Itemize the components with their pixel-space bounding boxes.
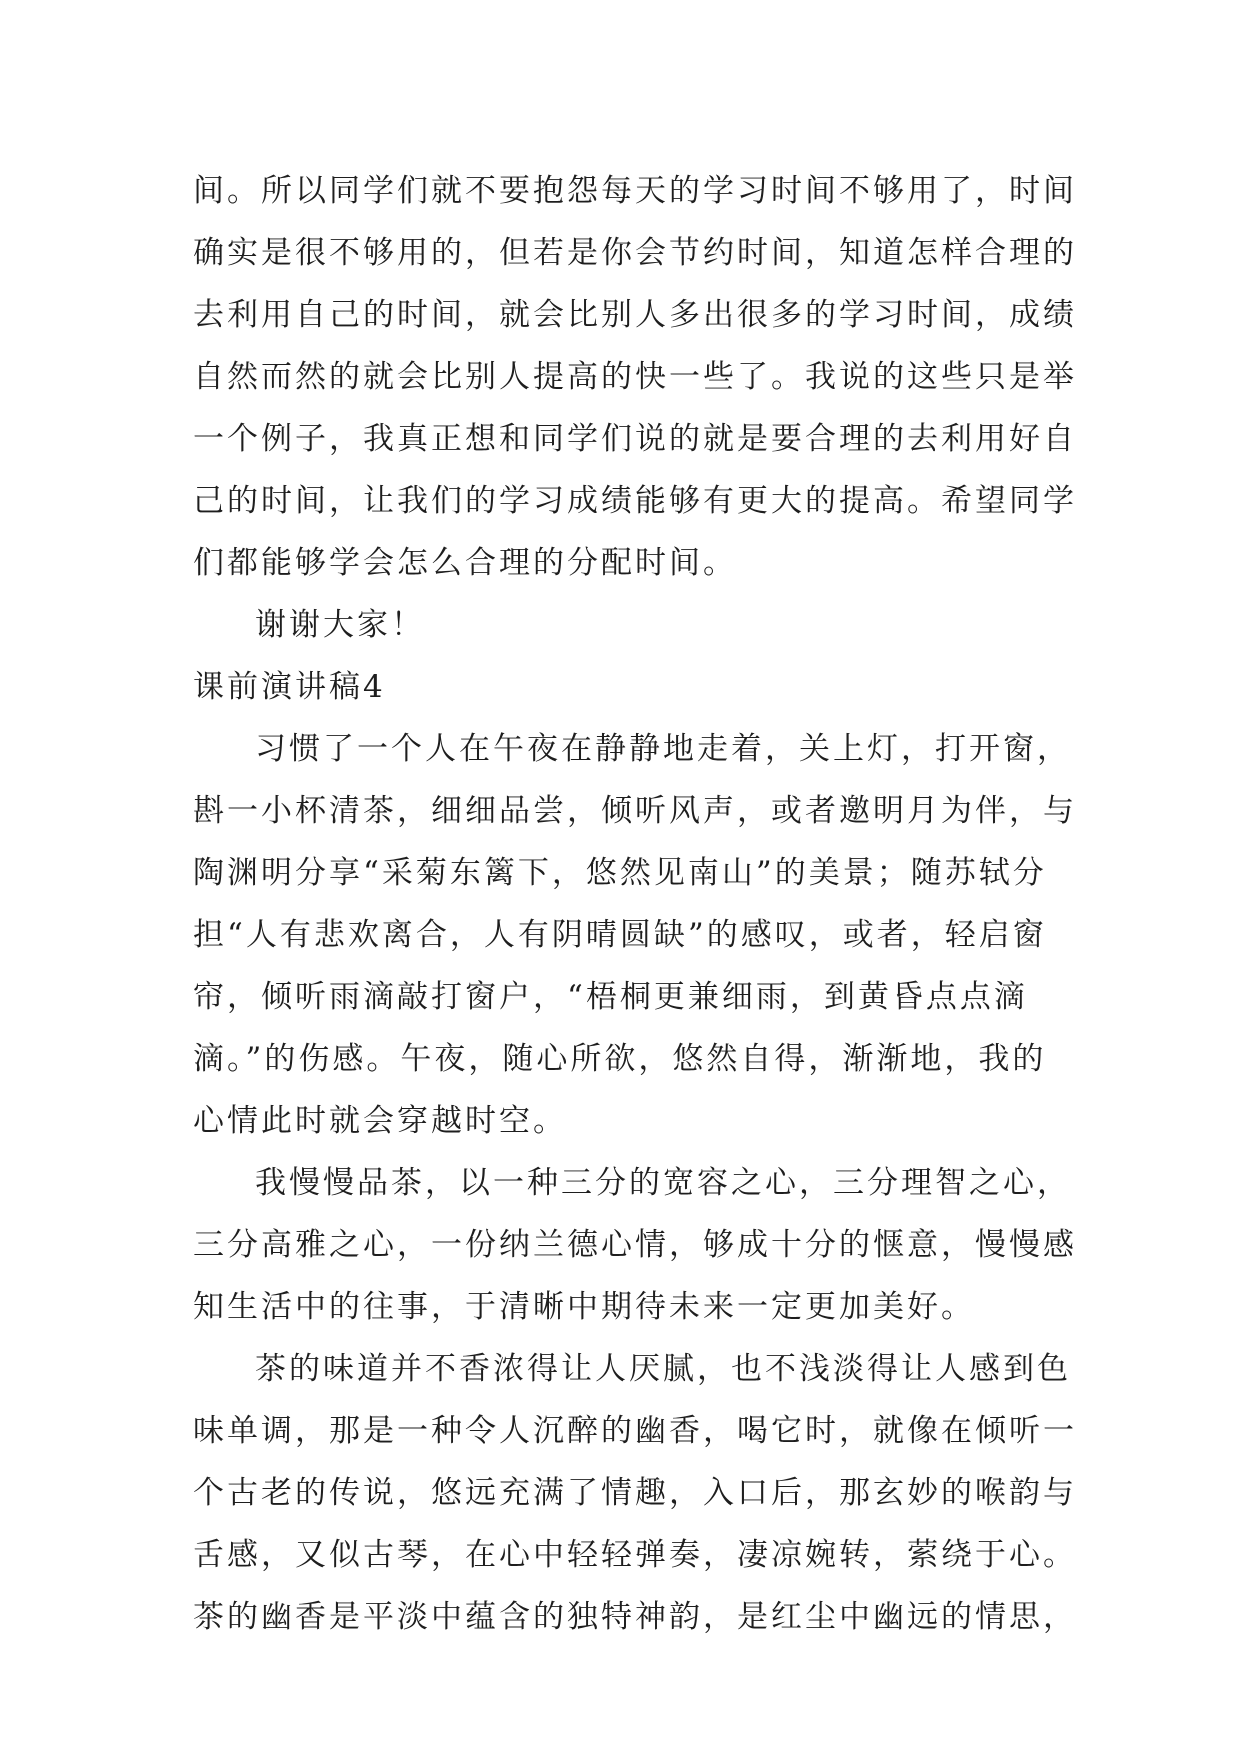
- text-line: 一个例子，我真正想和同学们说的就是要合理的去利用好自: [193, 421, 1077, 457]
- text-line: 个古老的传说，悠远充满了情趣，入口后，那玄妙的喉韵与: [193, 1475, 1077, 1511]
- paragraph-start-line: 茶的味道并不香浓得让人厌腻，也不浅淡得让人感到色: [255, 1351, 1071, 1387]
- text-line: 去利用自己的时间，就会比别人多出很多的学习时间，成绩: [193, 297, 1077, 333]
- closing-line: 谢谢大家！: [255, 607, 425, 643]
- text-line: 舌感，又似古琴，在心中轻轻弹奏，凄凉婉转，萦绕于心。: [193, 1537, 1077, 1573]
- text-line: 知生活中的往事，于清晰中期待未来一定更加美好。: [193, 1289, 975, 1325]
- text-line: 帘，倾听雨滴敲打窗户，“梧桐更兼细雨，到黄昏点点滴: [193, 979, 1028, 1015]
- document-body: [193, 160, 1077, 1648]
- text-line: 斟一小杯清茶，细细品尝，倾听风声，或者邀明月为伴，与: [193, 793, 1077, 829]
- text-line: 茶的幽香是平淡中蕴含的独特神韵，是红尘中幽远的情思，: [193, 1599, 1077, 1635]
- text-line: 确实是很不够用的，但若是你会节约时间，知道怎样合理的: [193, 235, 1077, 271]
- text-line: 味单调，那是一种令人沉醉的幽香，喝它时，就像在倾听一: [193, 1413, 1077, 1449]
- text-line: 自然而然的就会比别人提高的快一些了。我说的这些只是举: [193, 359, 1077, 395]
- section-heading: 课前演讲稿4: [193, 669, 386, 705]
- text-line: 们都能够学会怎么合理的分配时间。: [193, 545, 737, 581]
- text-line: 滴。”的伤感。午夜，随心所欲，悠然自得，渐渐地，我的: [193, 1041, 1047, 1077]
- text-line: 三分高雅之心，一份纳兰德心情，够成十分的惬意，慢慢感: [193, 1227, 1077, 1263]
- text-line: 己的时间，让我们的学习成绩能够有更大的提高。希望同学: [193, 483, 1077, 519]
- text-line: 担“人有悲欢离合，人有阴晴圆缺”的感叹，或者，轻启窗: [193, 917, 1047, 953]
- paragraph-start-line: 我慢慢品茶，以一种三分的宽容之心，三分理智之心，: [255, 1165, 1071, 1201]
- text-line: 间。所以同学们就不要抱怨每天的学习时间不够用了，时间: [193, 173, 1077, 209]
- paragraph-start-line: 习惯了一个人在午夜在静静地走着，关上灯，打开窗，: [255, 731, 1071, 767]
- text-line: 陶渊明分享“采菊东篱下，悠然见南山”的美景；随苏轼分: [193, 855, 1047, 891]
- text-line: 心情此时就会穿越时空。: [193, 1103, 567, 1139]
